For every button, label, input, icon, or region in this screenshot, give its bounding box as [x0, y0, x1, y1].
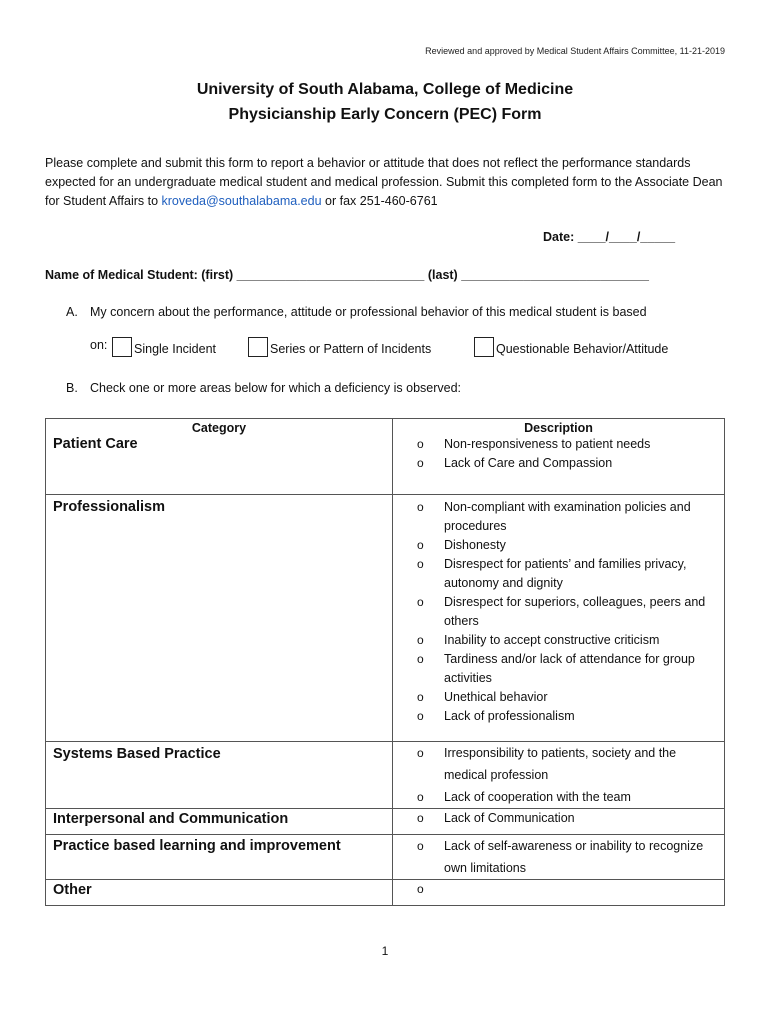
description-header: Description [524, 421, 593, 435]
category-professionalism: Professionalism [53, 499, 166, 515]
description-cell [393, 495, 725, 742]
item-text: Lack of professionalism [444, 709, 575, 723]
single-incident-label: Single Incident [134, 342, 217, 356]
section-b-marker: B. [66, 381, 78, 395]
section-b-text: Check one or more areas below for which a deficiency is observed: [90, 381, 462, 395]
category-cell [46, 835, 393, 880]
section-a-text: My concern about the performance, attitude or professional behavior of this medical student is based [90, 305, 647, 319]
description-cell [393, 809, 725, 835]
table-row-practice-based-learning [46, 835, 725, 880]
concern-prefix-wrap [90, 337, 107, 353]
bullet-icon: o [417, 882, 424, 896]
bullet-icon: o [417, 839, 424, 853]
category-interpersonal-communication: Interpersonal and Communication [53, 811, 289, 827]
description-cell [393, 880, 725, 906]
item-text: Lack of cooperation with the team [444, 790, 631, 804]
list-item[interactable] [417, 809, 718, 828]
description-list [393, 835, 724, 879]
list-item[interactable] [417, 742, 718, 786]
questionable-behavior-checkbox[interactable] [474, 337, 494, 357]
bullet-icon: o [417, 538, 424, 552]
item-text: Lack of Care and Compassion [444, 456, 613, 470]
list-item[interactable] [417, 435, 718, 454]
table-row-patient-care [46, 419, 725, 495]
table-row-interpersonal-communication [46, 809, 725, 835]
series-pattern-label: Series or Pattern of Incidents [270, 342, 432, 356]
bullet-icon: o [417, 709, 424, 723]
category-systems-based-practice: Systems Based Practice [53, 746, 221, 762]
section-a-marker: A. [66, 305, 78, 319]
description-list [393, 498, 724, 726]
category-cell [46, 809, 393, 835]
category-cell [46, 419, 393, 495]
item-text: Non-responsiveness to patient needs [444, 437, 651, 451]
list-item[interactable] [417, 593, 718, 631]
option-questionable-behavior[interactable] [474, 337, 668, 357]
category-other: Other [53, 882, 92, 898]
list-item[interactable] [417, 707, 718, 726]
bullet-icon: o [417, 811, 424, 825]
single-incident-checkbox[interactable] [112, 337, 132, 357]
item-text: Inability to accept constructive criticism [444, 633, 660, 647]
list-item[interactable] [417, 631, 718, 650]
deficiency-table [45, 418, 725, 906]
option-single-incident[interactable] [112, 337, 216, 357]
table-row-professionalism [46, 495, 725, 742]
category-patient-care: Patient Care [53, 436, 138, 452]
item-text: Disrespect for superiors, colleagues, peers and others [444, 595, 706, 628]
item-text: Dishonesty [444, 538, 506, 552]
item-text: Irresponsibility to patients, society and the medical profession [444, 746, 677, 782]
bullet-icon: o [417, 500, 424, 514]
intro-fax-text: or fax 251-460-6761 [321, 194, 438, 208]
form-title-institution: University of South Alabama, College of Medicine [196, 81, 574, 98]
section-b [66, 381, 461, 395]
bullet-icon: o [417, 633, 424, 647]
category-cell [46, 742, 393, 809]
list-item[interactable] [417, 650, 718, 688]
category-header: Category [191, 421, 247, 435]
bullet-icon: o [417, 652, 424, 666]
item-text: Tardiness and/or lack of attendance for group activities [444, 652, 695, 685]
item-text: Disrespect for patients’ and families privacy, autonomy and dignity [444, 557, 687, 590]
list-item[interactable] [417, 536, 718, 555]
category-practice-based-learning: Practice based learning and improvement [53, 838, 341, 854]
category-cell [46, 495, 393, 742]
option-series-pattern[interactable] [248, 337, 431, 357]
list-item[interactable] [417, 835, 718, 879]
description-cell [393, 742, 725, 809]
list-item[interactable] [417, 498, 718, 536]
page-number: 1 [381, 944, 389, 958]
item-text: Lack of self-awareness or inability to recognize own limitations [444, 839, 704, 875]
table-row-systems-based-practice [46, 742, 725, 809]
list-item[interactable] [417, 786, 718, 808]
description-list [393, 742, 724, 808]
bullet-icon: o [417, 437, 424, 451]
bullet-icon: o [417, 557, 424, 571]
concern-prefix: on: [90, 338, 108, 352]
item-text: Non-compliant with examination policies and procedures [444, 500, 691, 533]
intro-paragraph [45, 154, 735, 211]
description-cell [393, 835, 725, 880]
list-item[interactable] [417, 555, 718, 593]
questionable-behavior-label: Questionable Behavior/Attitude [496, 342, 669, 356]
bullet-icon: o [417, 595, 424, 609]
description-list [393, 435, 724, 473]
student-name-field[interactable]: Name of Medical Student: (first) ___________________________ (last) ___________________________ [45, 268, 649, 282]
bullet-icon: o [417, 456, 424, 470]
list-item[interactable] [417, 688, 718, 707]
description-list [393, 809, 724, 828]
date-field[interactable]: Date: ____/____/_____ [543, 230, 676, 244]
review-note: Reviewed and approved by Medical Student Affairs Committee, 11-21-2019 [425, 46, 725, 56]
intro-text: Please complete and submit this form to report a behavior or attitude that does not reflect the performance standards expected for an undergraduate medical student and medical profession. Submit this completed form to the Associate Dean for Student Affairs to [45, 156, 723, 208]
description-cell [393, 419, 725, 495]
form-title: Physicianship Early Concern (PEC) Form [228, 106, 542, 123]
bullet-icon: o [417, 690, 424, 704]
item-text: Lack of Communication [444, 811, 575, 825]
section-a [66, 305, 647, 319]
bullet-icon: o [417, 746, 424, 760]
list-item[interactable] [417, 454, 718, 473]
category-cell [46, 880, 393, 906]
email-link[interactable]: kroveda@southalabama.edu [161, 194, 322, 208]
series-pattern-checkbox[interactable] [248, 337, 268, 357]
table-row-other [46, 880, 725, 906]
bullet-icon: o [417, 790, 424, 804]
item-text: Unethical behavior [444, 690, 548, 704]
